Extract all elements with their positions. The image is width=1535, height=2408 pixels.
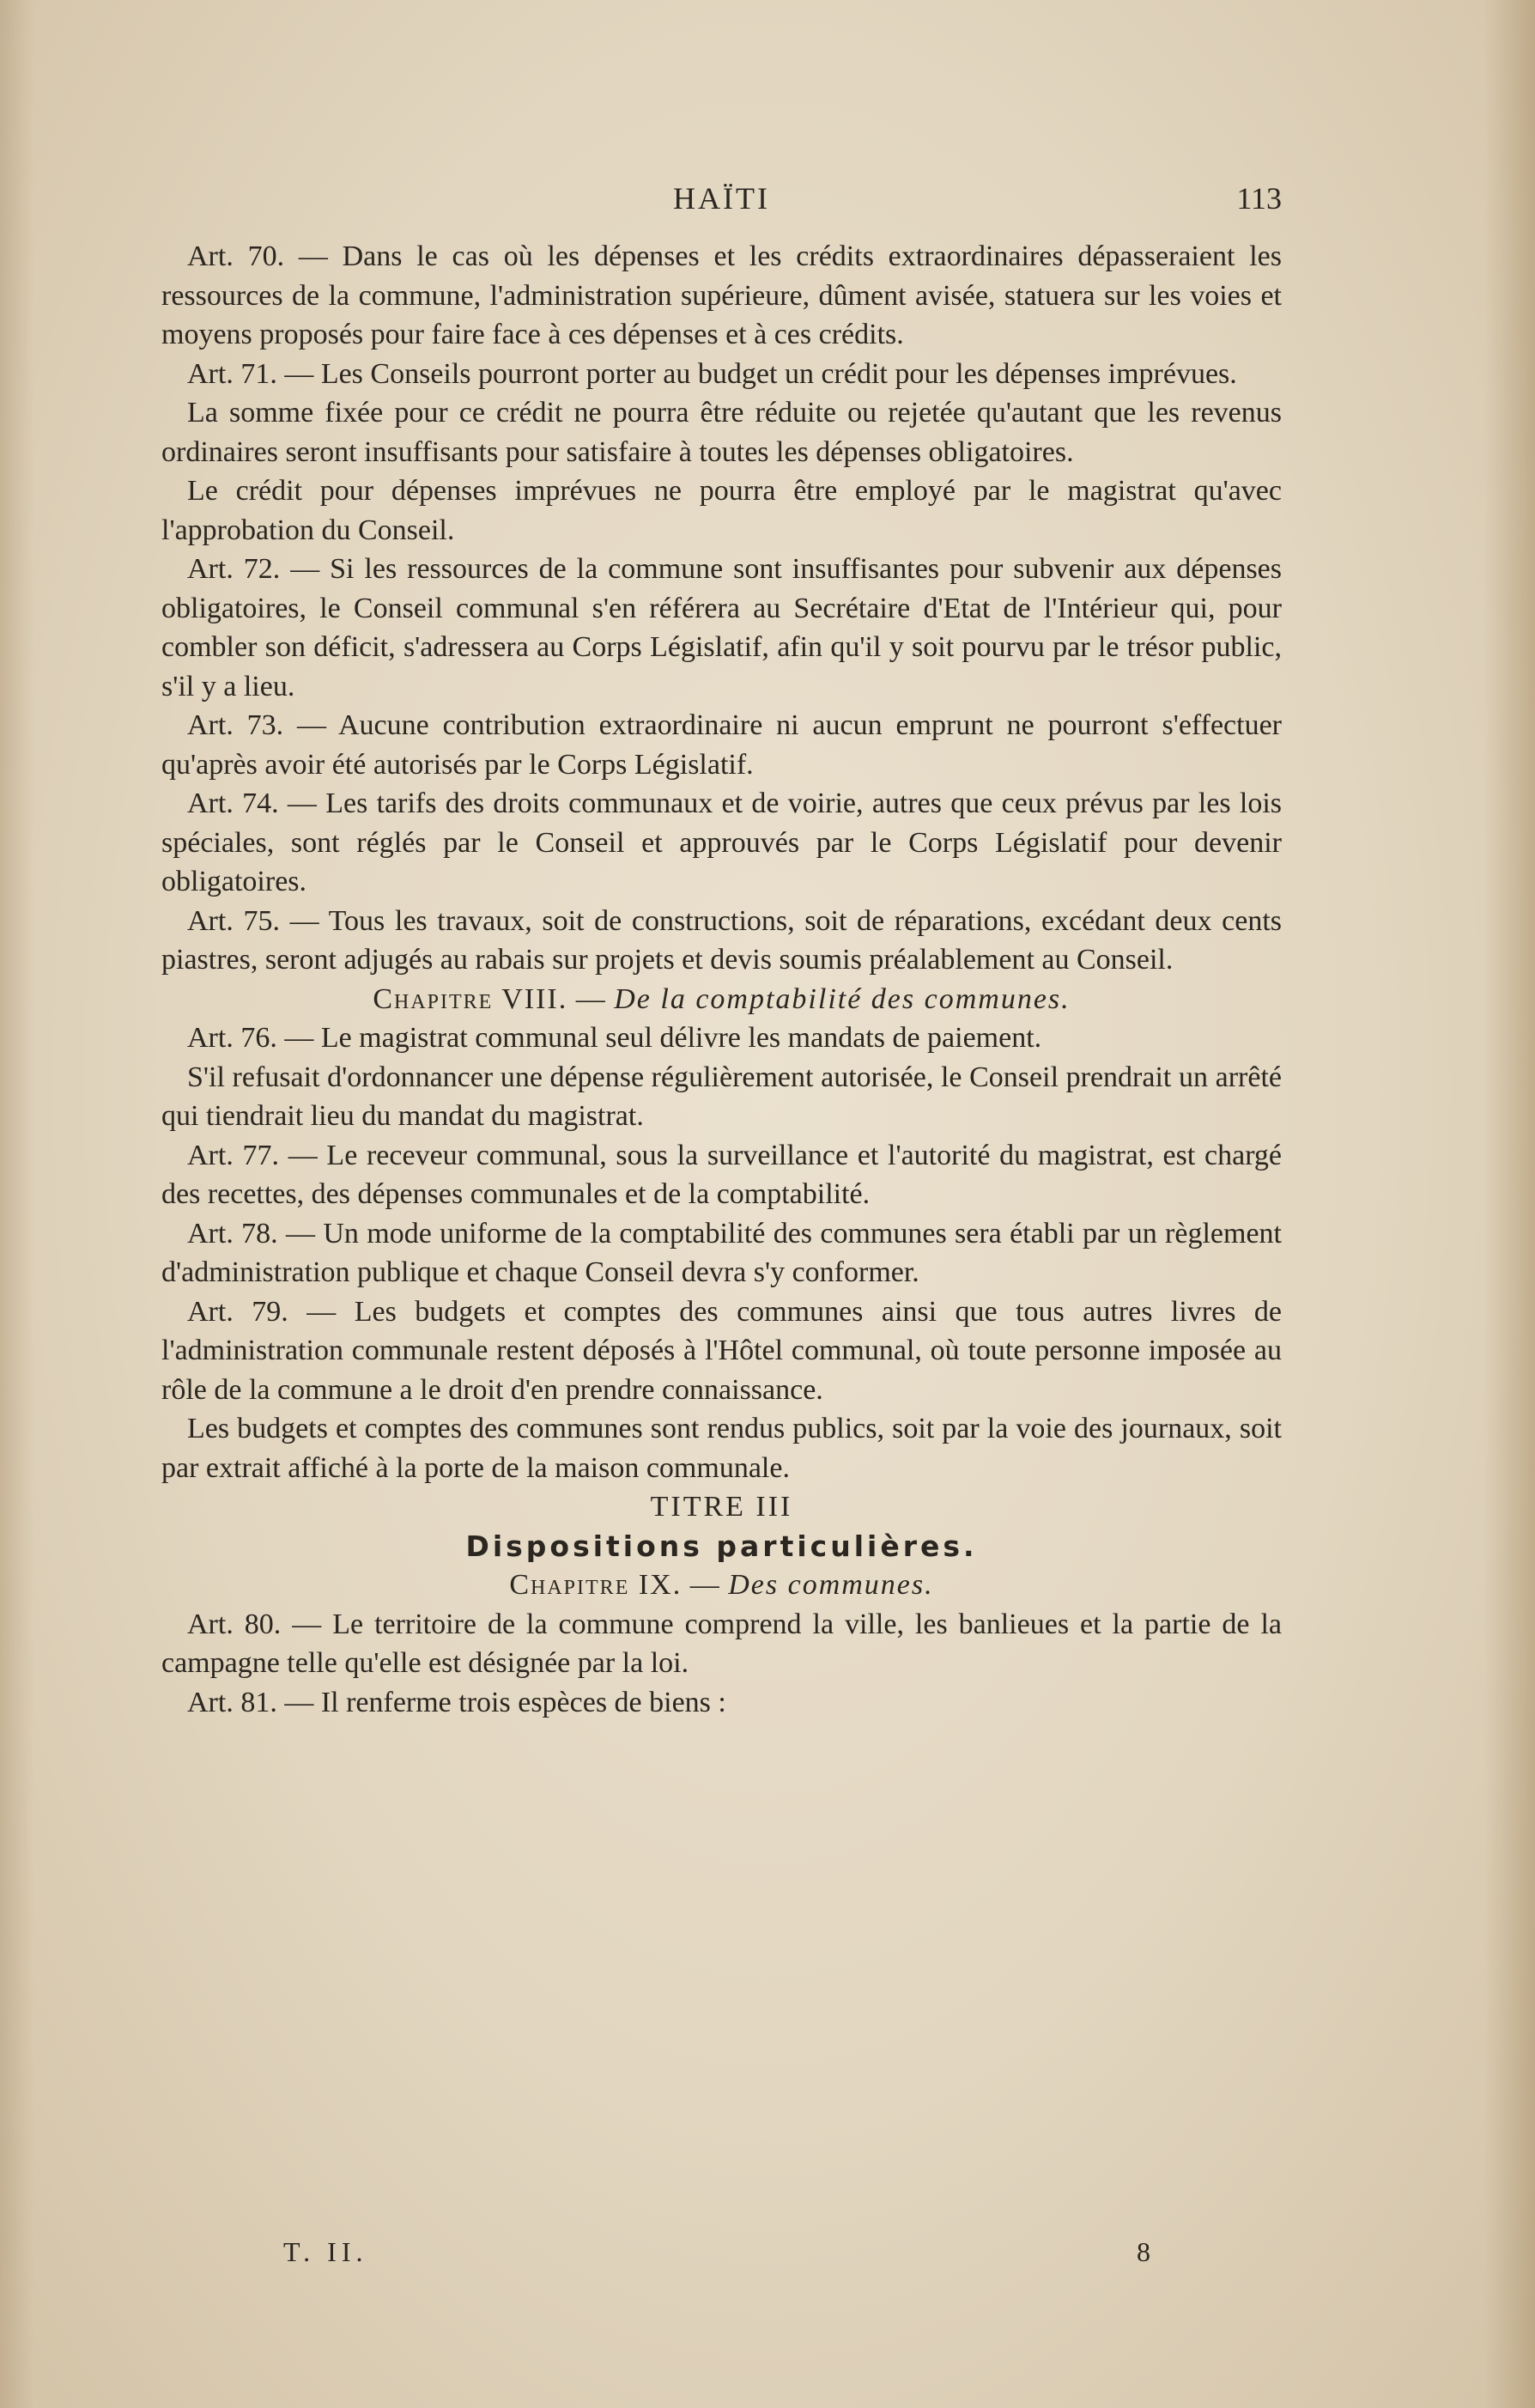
paragraph-art-72: Art. 72. — Si les ressources de la commune sont insuffisantes pour subvenir aux dépenses obligatoires, le Conseil communal s'en référera au Secrétaire d'Etat de l'Intérieur qui, pour combler son déficit, s'adressera au Corps Législatif, afin qu'il y soit pourvu par le trésor public, s'il y a lieu. [161,553,1282,702]
body-text [161,237,1282,1722]
paragraph-art-73: Art. 73. — Aucune contribution extraordinaire ni aucun emprunt ne pourront s'effectuer qu'après avoir été autorisés par le Corps Législatif. [161,709,1282,781]
paragraph-art-76: Art. 76. — Le magistrat communal seul délivre les mandats de paiement. [187,1022,1042,1054]
titre-iii-label: TITRE III [650,1491,793,1523]
paragraph-art-76-refusal: S'il refusait d'ordonnancer une dépense régulièrement autorisée, le Conseil prendrait un arrêté qui tiendrait lieu du mandat du magistrat. [161,1061,1282,1132]
chapter-ix-title: Des communes. [728,1569,934,1601]
chapter-viii-label: Chapitre VIII. [373,982,568,1015]
titre-iii-heading: Dispositions particulières. [465,1529,978,1563]
running-title: HAÏTI [673,181,770,216]
chapter-viii-heading [161,980,1282,1019]
page-edge-shadow-right [1483,0,1535,2408]
paragraph-art-70: Art. 70. — Dans le cas où les dépenses et les crédits extraordinaires dépasseraient les ressources de la commune, l'administration supérieure, dûment avisée, statuera sur les voies et moyens proposés pour faire face à ces dépenses et à ces crédits. [161,240,1282,350]
paragraph-art-80: Art. 80. — Le territoire de la commune comprend la ville, les banlieues et la partie de la campagne telle qu'elle est désignée par la loi. [161,1608,1282,1679]
paragraph-art-71-sum: La somme fixée pour ce crédit ne pourra être réduite ou rejetée qu'autant que les revenus ordinaires seront insuffisants pour satisfaire à toutes les dépenses obligatoires. [161,397,1282,468]
chapter-ix-heading [161,1566,1282,1605]
paragraph-art-79: Art. 79. — Les budgets et comptes des communes ainsi que tous autres livres de l'administration communale restent déposés à l'Hôtel communal, où toute personne imposée au rôle de la commune a le droit d'en prendre connaissance. [161,1295,1282,1406]
paragraph-art-71-credit: Le crédit pour dépenses imprévues ne pourra être employé par le magistrat qu'avec l'approbation du Conseil. [161,475,1282,546]
paragraph-art-79-public: Les budgets et comptes des communes sont rendus publics, soit par la voie des journaux, soit par extrait affiché à la porte de la maison communale. [161,1413,1282,1484]
chapter-viii-dash: — [567,982,615,1015]
chapter-viii-title: De la comptabilité des communes. [614,982,1071,1015]
volume-signature: T. II. [283,2236,368,2267]
paragraph-art-74: Art. 74. — Les tarifs des droits communaux et de voirie, autres que ceux prévus par les lois spéciales, sont réglés par le Conseil et approuvés par le Corps Législatif pour devenir obligatoires. [161,787,1282,897]
page-number: 113 [1236,181,1282,216]
paragraph-art-77: Art. 77. — Le receveur communal, sous la surveillance et l'autorité du magistrat, est chargé des recettes, des dépenses communales et de la comptabilité. [161,1139,1282,1210]
paragraph-art-78: Art. 78. — Un mode uniforme de la comptabilité des communes sera établi par un règlement d'administration publique et chaque Conseil devra s'y conformer. [161,1217,1282,1288]
paragraph-art-81: Art. 81. — Il renferme trois espèces de biens : [187,1686,726,1718]
page-header [161,180,1282,232]
paragraph-art-71: Art. 71. — Les Conseils pourront porter au budget un crédit pour les dépenses imprévues. [187,357,1237,390]
chapter-ix-label: Chapitre IX. [509,1569,683,1601]
sheet-number: 8 [1137,2236,1150,2267]
page-footer [283,2236,1150,2279]
paragraph-art-75: Art. 75. — Tous les travaux, soit de constructions, soit de réparations, excédant deux cents piastres, seront adjugés au rabais sur projets et devis soumis préalablement au Conseil. [161,904,1282,976]
chapter-ix-dash: — [682,1569,729,1601]
page-edge-shadow-left [0,0,34,2408]
